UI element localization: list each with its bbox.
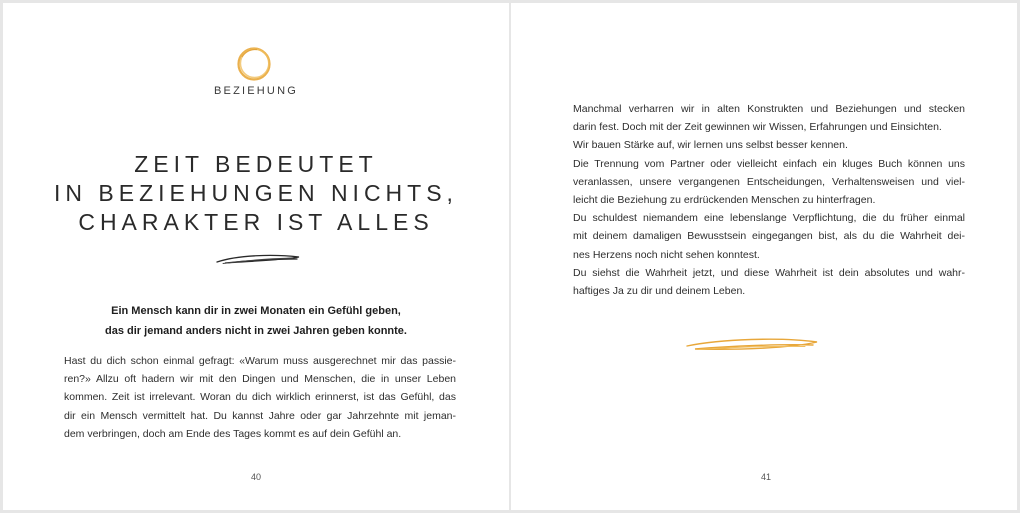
body-line: Wir bauen Stärke auf, wir lernen uns selbst besser kennen.: [573, 139, 848, 152]
chapter-title: [3, 150, 509, 237]
body-line: haftiges Ja zu dir und deinem Leben.: [573, 285, 746, 298]
lead-quote-line: Ein Mensch kann dir in zwei Monaten ein Gefühl geben,: [111, 305, 401, 317]
body-line: Du siehst die Wahrheit jetzt, und diese Wahrheit ist dein absolutes und wahr-: [573, 266, 965, 279]
lead-quote-line: das dir jemand anders nicht in zwei Jahren geben konnte.: [105, 325, 407, 337]
ink-swash-divider: [213, 251, 303, 267]
left-page: [3, 3, 509, 510]
title-line: ZEIT BEDEUTET: [134, 151, 378, 177]
body-line: dem verbringen, doch am Ende des Tages kommt es auf dein Gefühl an.: [64, 427, 402, 440]
gold-swash-divider: [681, 334, 823, 356]
left-body-text: [64, 352, 456, 443]
title-line: CHARAKTER IST ALLES: [78, 209, 434, 235]
body-line: kommen. Zeit ist irrelevant. Woran du dich wirklich erinnerst, ist das Gefühl, das: [64, 391, 456, 404]
right-page: [511, 3, 1017, 510]
body-line: Hast du dich schon einmal gefragt: «Warum muss ausgerechnet mir das passie-: [64, 355, 456, 367]
right-body-text: [573, 100, 965, 300]
category-label: BEZIEHUNG: [214, 85, 298, 97]
page-number: 41: [760, 472, 771, 482]
title-line: IN BEZIEHUNGEN NICHTS,: [54, 180, 458, 206]
body-line: veranlassen, unsere vergangenen Entscheidungen, Verhaltensweisen und viel-: [573, 175, 965, 188]
body-line: darin fest. Doch mit der Zeit gewinnen wir Wissen, Erfahrungen und Einsichten.: [573, 121, 942, 134]
lead-quote: [3, 301, 509, 341]
body-line: dir ein Mensch vermittelt hat. Du kannst Jahre oder gar Jahrzehnte mit jeman-: [64, 409, 456, 422]
body-line: Die Trennung vom Partner oder vielleicht einfach ein kluges Buch können uns: [573, 157, 965, 170]
page-number: 40: [250, 472, 261, 482]
gold-ring-icon: [233, 43, 275, 85]
body-line: nes Herzens noch nicht sehen konntest.: [573, 248, 760, 261]
body-line: Du schuldest niemandem eine lebenslange Verpflichtung, die du früher einmal: [573, 212, 965, 225]
body-line: mit deinem damaligen Bewusstsein eingegangen bist, als du die Wahrheit dei-: [573, 230, 965, 243]
body-line: leicht die Beziehung zu erdrückenden Menschen zu hinterfragen.: [573, 194, 876, 207]
body-line: ren?» Allzu oft hadern wir mit den Dingen und Menschen, die in unser Leben: [64, 373, 456, 386]
body-line: Manchmal verharren wir in alten Konstrukten und Beziehungen und stecken: [573, 103, 965, 115]
